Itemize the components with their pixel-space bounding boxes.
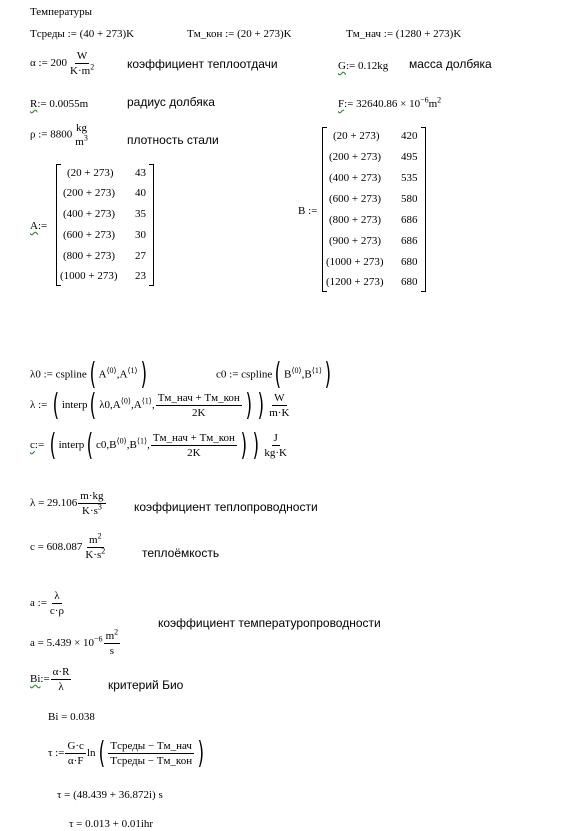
matrix-a-cell: 27 [135, 250, 146, 262]
matrix-b-row: (1200 + 273) [326, 276, 384, 288]
matrix-a-row: (1000 + 273) [60, 270, 118, 282]
t-m-kon-def: Tм_кон := (20 + 273)K [187, 28, 292, 40]
matrix-b-row: (400 + 273) [329, 172, 382, 184]
matrix-b-cell: 680 [401, 256, 418, 268]
matrix-b-row: (200 + 273) [329, 151, 382, 163]
matrix-b-cell: 535 [401, 172, 418, 184]
alpha-def: α := 200 $\frac{W}{K\cdot m^2}$ [30, 50, 95, 77]
matrix-a [56, 164, 154, 286]
c0-def: c0 := cspline( $B^{⟨0⟩},B^{⟨1⟩}$) [216, 357, 332, 392]
matrix-a-row: (20 + 273) [67, 167, 114, 179]
matrix-b-row: (600 + 273) [329, 193, 382, 205]
tau-def: τ := $\frac{G\cdot c}{\alpha\cdot F}$ ln( $\frac{\text{Tсреды − Tм\_нач}}{\text{Tсреды − Tм\_кон}}$ ) [48, 735, 205, 771]
matrix-b [322, 127, 426, 292]
matrix-a-cell: 43 [135, 167, 146, 179]
bi-desc: критерий Био [108, 678, 184, 692]
a-desc: коэффициент температуропроводности [158, 616, 381, 630]
matrix-a-cell: 40 [135, 187, 146, 199]
a-result: $a = 5.439 \times 10^{-6}$ $\frac{m^2}{s}$ [30, 627, 119, 657]
matrix-a-cell: 35 [135, 208, 146, 220]
alpha-desc: коэффициент теплоотдачи [127, 57, 278, 71]
g-def: G:= 0.12kg [338, 60, 389, 72]
matrix-b-row: (900 + 273) [329, 235, 382, 247]
matrix-b-cell: 686 [401, 235, 418, 247]
matrix-b-cell: 420 [401, 130, 418, 142]
bi-def: Bi:= $\frac{\alpha\cdot R}{\lambda}$ [30, 666, 70, 693]
matrix-b-cell: 495 [401, 151, 418, 163]
matrix-b-cell: 580 [401, 193, 418, 205]
matrix-a-row: (800 + 273) [63, 250, 116, 262]
f-def: F:= $32640.86 \times 10^{-6}m^2$ [338, 95, 442, 110]
c-desc: теплоёмкость [142, 546, 220, 560]
r-desc: радиус долбяка [127, 95, 215, 109]
matrix-b-row: (20 + 273) [333, 130, 380, 142]
matrix-b-cell: 686 [401, 214, 418, 226]
c-def: c:= ( interp( $c0,B^{⟨0⟩},B^{⟨1⟩}$, $\frac{\text{Tм\_нач + Tм\_кон}}{2K}$ ) ) $\frac{J}{kg\cdot K}$ [30, 427, 287, 463]
c-result: c = 608.087 $\frac{m^2}{K\cdot s^2}$ [30, 531, 106, 561]
matrix-a-row: (600 + 273) [63, 229, 116, 241]
matrix-b-label: B := [298, 205, 318, 217]
a-def: a := $\frac{\lambda}{c\cdot\rho}$ [30, 590, 64, 617]
matrix-b-row: (1000 + 273) [326, 256, 384, 268]
matrix-b-cell: 680 [401, 276, 418, 288]
g-desc: масса долбяка [409, 57, 492, 71]
matrix-a-cell: 30 [135, 229, 146, 241]
matrix-a-cell: 23 [135, 270, 146, 282]
rho-desc: плотность стали [127, 133, 219, 147]
matrix-a-row: (400 + 273) [63, 208, 116, 220]
rho-def: ρ := 8800 kg $m^3$ [30, 122, 88, 148]
matrix-a-row: (200 + 273) [63, 187, 116, 199]
bi-result: Bi = 0.038 [48, 711, 95, 723]
tau-result-seconds: τ = (48.439 + 36.872i) s [57, 789, 163, 801]
tau-result-hours: τ = 0.013 + 0.01ihr [69, 818, 154, 830]
t-m-nach-def: Tм_нач := (1280 + 273)K [346, 28, 462, 40]
section-title: Температуры [30, 6, 93, 18]
t-sredy-def: Tсреды := (40 + 273)K [30, 28, 135, 40]
lambda0-def: λ0 := cspline( $A^{⟨0⟩},A^{⟨1⟩}$) [30, 357, 147, 392]
r-def: R:= 0.0055m [30, 98, 89, 110]
matrix-a-label: A:= [30, 220, 48, 232]
matrix-b-row: (800 + 273) [329, 214, 382, 226]
lambda-desc: коэффициент теплопроводности [134, 500, 318, 514]
lambda-result: λ = 29.106 $\frac{m\cdot kg}{K\cdot s^3}$ [30, 490, 104, 517]
lambda-def: λ := ( interp( $\lambda 0,A^{⟨0⟩},A^{⟨1⟩}$, $\frac{\text{Tм\_нач + Tм\_кон}}{2K}$ ) ) $\frac{W}{m\cdot K}$ [30, 387, 290, 423]
